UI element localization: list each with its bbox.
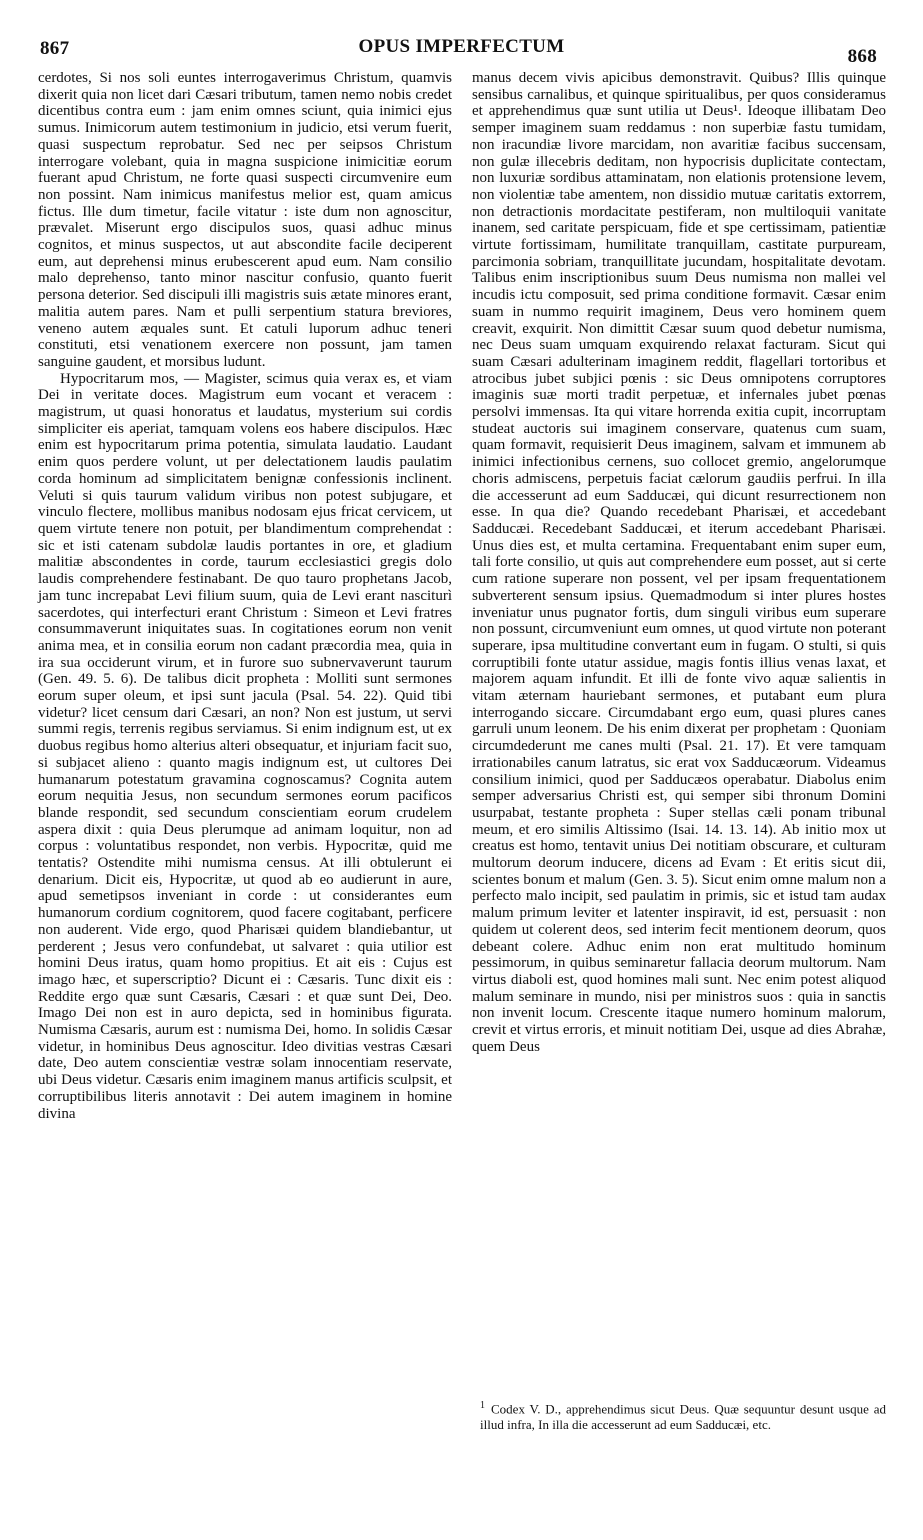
running-title: OPUS IMPERFECTUM	[358, 36, 565, 57]
footnote	[480, 1398, 886, 1432]
page-number-left: 867	[40, 38, 70, 59]
right-column	[472, 70, 886, 1055]
left-paragraph-2: Hypocritarum mos, — Magister, scimus quia verax es, et viam Dei in veritate doces. Magistrum eum vocant et veracem : magistrum, ut quasi honoratus et laudatus, mysterium sui cordis simpliciter eis aperiat, tamquam volens eos habere discipulos. Hæc enim est hypocritarum prima potentia, simulata laudatio. Laudant enim quos perdere volunt, ut per delectationem laudis paulatim corda hominum ad simplicitatem benignæ confessionis inclinent. Veluti si quis taurum validum viribus non potest subjugare, et vinculo flectere, mollibus manibus nodosam ejus fricat cervicem, ut quem virtute tenere non potuit, per blandimentum comprehendat : sic et isti catenam subdolæ laudis portantes in ore, et gladium malitiæ abscondentes in corde, taurum ecclesiastici gregis dolo laudis comprehendere festinabant. De quo tauro prophetans Jacob, jam tunc increpabat Levi filium suum, quia de Levi erant nasciturì sacerdotes, qui interfecturi erant Christum : Simeon et Levi fratres consummaverunt iniquitates suas. In cogitationes eorum non venit anima mea, et in consilia eorum non cadant præcordia mea, quia in ira sua occiderunt virum, et in furore suo subnervaverunt taurum (Gen. 49. 5. 6). De talibus dicit propheta : Molliti sunt sermones eorum super oleum, et ipsi sunt jacula (Psal. 54. 22). Quid tibi videtur? licet censum dari Cæsari, an non? Non est justum, ut servi summi regis, terrenis regibus serviamus. Si enim indignum est, ut ex duobus regibus homo alterius alteri obsequatur, et injuriam facit suo, si subjacet alieno : quanto magis indignum est, ut cultores Dei humanarum potestatum gravamina cognoscamus? Cognita autem eorum nequitia Jesus, non secundum sermones eorum pacificos blande respondit, sed secundum conscientiam eorum crudelem aspera dixit : quia Deus plerumque ad animam loquitur, non ad corpus : voluntatibus respondet, non verbis. Hypocritæ, quid me tentatis? Ostendite mihi numisma census. At illi obtulerunt ei denarium. Dicit eis, Hypocritæ, ut quod ab eo audierunt in aure, apud semetipsos inveniant in corde : ut considerantes eum humanorum cordium cognitorem, quod facere cogitabant, perficere non auderent. Vide ergo, quod Pharisæi quidem blandiebantur, ut perderent ; Jesus vero confundebat, ut salvaret : quia utilior est homini Deus iratus, quam homo propitius. Et ait eis : Cujus est imago hæc, et superscriptio? Dicunt ei : Cæsaris. Tunc dixit eis : Reddite ergo quæ sunt Cæsaris, Cæsari : et quæ sunt Dei, Deo. Imago Dei non est in auro depicta, sed in hominibus figurata. Numisma Cæsaris, aurum est : numisma Dei, homo. In solidis Cæsar videtur, in hominibus Deus agnoscitur. Ideo divitias vestras Cæsari date, Deo autem conscientiæ vestræ solam innocentiam reservate, ubi Deus videtur. Cæsaris enim imaginem manus artificis sculpsit, et corruptibilibus literis annotavit : Dei autem imaginem in homine divina	[38, 370, 452, 1122]
page-number-right: 868	[847, 46, 877, 67]
left-paragraph-1: cerdotes, Si nos soli euntes interrogaverimus Christum, quamvis dixerit quia non licet dari Cæsari tributum, tamen nemo nobis credet dicentibus contra eum : jam enim omnes sciunt, quia inimici ejus sumus. Inimicorum autem testimonium in judicio, etsi verum fuerit, quasi suspectum reprobatur. Sed nec per seipsos Christum interrogare volebant, quia in magna suspicione inimicitiæ eorum fuerant apud Christum, ne forte quasi suspecti circumvenire eum non possint. Nam inimicus manifestus melior est, quam amicus fictus. Ille dum timetur, facile vitatur : iste dum non agnoscitur, prævalet. Miserunt ergo discipulos suos, quasi adhuc minus cognitos, et minus suspectos, ut aut abscondite facile deciperent eum, aut deprehensi minus erubescerent apud eum. Nam consilio malo deprehenso, tanto minor nascitur confusio, quanto fuerit persona deterior. Sed discipuli illi magistris suis ætate minores erant, malitia autem pares. Nam et pulli serpentium statura breviores, veneno autem æquales sunt. Et catuli luporum adhuc teneri constituti, etsi venationem exercere non possunt, jam tamen sanguine gaudent, et morsibus ludunt.	[38, 70, 452, 370]
footnote-number: 1	[480, 1400, 485, 1411]
footnote-text: Codex V. D., apprehendimus sicut Deus. Quæ sequuntur desunt usque ad illud infra, In illa die accesserunt ad eum Sadducæi, etc.	[480, 1401, 886, 1432]
left-column	[38, 70, 452, 1122]
right-paragraph-1: manus decem vivis apicibus demonstravit. Quibus? Illis quinque sensibus carnalibus, et quinque spiritualibus, per quos consideramus et apprehendimus quæ sunt utilia ut Deus¹. Ideoque illibatam Deo semper imaginem suam reddamus : non superbiæ fastu tumidam, non iracundiæ livore marcidam, non avaritiæ facibus succensam, non gulæ illecebris deditam, non hypocrisis duplicitate contectam, non luxuriæ sordibus attaminatam, non elationis protensione levem, non violentiæ tabe amentem, non dissidio mutuæ caritatis extorrem, non detractionis mordacitate pestiferam, non multiloquii vanitate inanem, sed caritate perspicuam, fide et spe certissimam, patientiæ virtute fortissimam, humilitate tranquillam, castitate purpuream, parcimonia sobriam, tranquillitate jucundam, hospitalitate devotam. Talibus enim inscriptionibus suum Deus numisma non mallei vel incudis ictu composuit, sed prima conditione formavit. Cæsar enim suam in nummo requirit imaginem, Deus vero hominem quem creavit, exquirit. Non dimittit Cæsar suum quod debetur numisma, nec Deus suam umquam exquirendo relaxat facturam. Sicut qui suam Cæsari adulterinam imaginem reddit, flagellari tortoribus et atrocibus jubet subjici pœnis : sic Deus omnipotens corruptores imaginis suæ morti tradit perpetuæ, et infernales jubet pœnas persolvi immensas. Ita qui vitare horrenda exitia cupit, incorruptam studeat auctoris sui imaginem conservare, quatenus cum suam, quam formavit, requisierit Deus imaginem, salvam et immunem ab inimici infectionibus cernens, suo collocet gremio, angelorumque choris admiscens, perpetuis faciat cælorum gaudiis perfrui. In illa die accesserunt ad eum Sadducæi, qui dicunt resurrectionem non esse. In qua die? Quando recedebant Pharisæi, et accedebant Sadducæi. Recedebant Sadducæi, et iterum accedebant Pharisæi. Unus dies est, et multa certamina. Frequentabant enim super eum, tali forte consilio, ut quis aut comprehendere eum posset, aut si certe cum ratione superare non possent, vel per ipsam frequentationem subverterent sensum ipsius. Quemadmodum si inter plures hostes inveniatur unus pugnator fortis, dum singuli viribus eum superare non possunt, circumveniunt eum omnes, ut quod virtute non poterant superare, ipsa multitudine convertant eum in fugam. O stulti, si quis corruptibili fonte utatur assidue, magis fontis illius venas laxat, et majorem aquam infundit. Et illi de fonte vivo aquæ salientis in vitam æternam hauriebant sermones, et putabant eum plura interrogando siccare. Circumdabant ergo eum, quasi plures canes garruli unum leonem. De his enim dixerat per prophetam : Quoniam circumdederunt me canes multi (Psal. 21. 17). Et vere tamquam irrationabiles canum latratus, sic erat vox Sadducæorum. Videamus consilium inimici, quod per Sadducæos operabatur. Diabolus enim semper adversarius Christi est, qui semper sibi thronum Domini usurpabat, testante propheta : Super stellas cæli ponam tribunal meum, et ero similis Altissimo (Isai. 14. 13. 14). Ab initio mox ut creatus est homo, tentavit unius Dei notitiam obscurare, et culturam multorum deorum inducere, dicens ad Evam : Et eritis sicut dii, scientes bonum et malum (Gen. 3. 5). Sicut enim omne malum non a perfecto malo incipit, sed paulatim in primis, sic et istud tam audax malum primum leviter et latenter inspiravit, id est, persuasit : non quidem ut colerent deos, sed interim fecit mentionem deorum, quos debeant colere. Adhuc enim non erat multitudo hominum pessimorum, in quibus seminaretur fallacia deorum multorum. Nam virtus diaboli est, quod homines mali sunt. Nec enim potest aliquod malum seminare in mundo, nisi per ministros suos : quia in sanctis non invenit locum. Crescente itaque numero hominum malorum, crevit et virtus erroris, et minuit notitiam Dei, usque ad dies Abrahæ, quem Deus	[472, 70, 886, 1055]
